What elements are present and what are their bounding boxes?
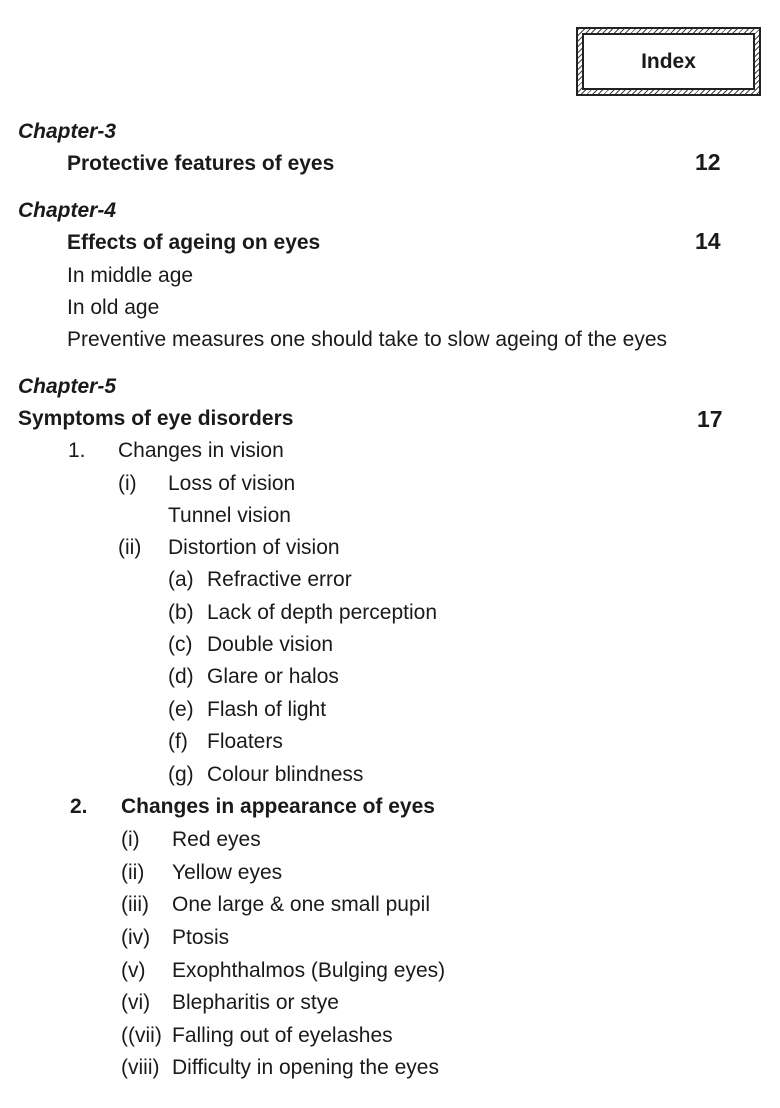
- list-item-number: (viii): [121, 1056, 160, 1079]
- chapter-5-label: Chapter-5: [18, 375, 117, 398]
- list-item-text: Colour blindness: [207, 763, 364, 786]
- subsection-extra: Tunnel vision: [168, 504, 291, 527]
- chapter-3-page: 12: [695, 149, 721, 175]
- subsection-label: Distortion of vision: [168, 536, 340, 559]
- chapter-3-heading: Protective features of eyes: [67, 152, 335, 175]
- list-item-text: Refractive error: [207, 568, 352, 591]
- chapter-5-page: 17: [697, 406, 723, 432]
- list-item-letter: (f): [168, 730, 188, 753]
- list-item-text: Glare or halos: [207, 665, 339, 688]
- section-1-number: 1.: [68, 439, 86, 462]
- list-item-text: Floaters: [207, 730, 283, 753]
- list-item-text: Ptosis: [172, 926, 230, 949]
- list-item-text: Double vision: [207, 633, 334, 656]
- chapter-4-label: Chapter-4: [18, 199, 117, 222]
- list-item-letter: (g): [168, 763, 194, 786]
- list-item-number: (iii): [121, 893, 149, 916]
- chapter-4-heading: Effects of ageing on eyes: [67, 231, 321, 254]
- subsection-label: Loss of vision: [168, 472, 296, 495]
- chapter-3-label: Chapter-3: [18, 120, 117, 143]
- list-item-number: (vi): [121, 991, 151, 1014]
- section-1-title: Changes in vision: [118, 439, 284, 462]
- list-item-letter: (d): [168, 665, 194, 688]
- list-item-number: (ii): [121, 861, 145, 884]
- chapter-4-page: 14: [695, 228, 721, 254]
- list-item-text: Red eyes: [172, 828, 261, 851]
- chapter-5-heading: Symptoms of eye disorders: [18, 407, 294, 430]
- list-item-text: Exophthalmos (Bulging eyes): [172, 959, 446, 982]
- chapter-4-item: In middle age: [67, 264, 194, 287]
- list-item-text: Difficulty in opening the eyes: [172, 1056, 439, 1079]
- list-item-number: (iv): [121, 926, 151, 949]
- section-2-number: 2.: [70, 795, 88, 818]
- list-item-text: Lack of depth perception: [207, 601, 437, 624]
- list-item-text: Yellow eyes: [172, 861, 283, 884]
- index-title: Index: [582, 33, 755, 90]
- list-item-letter: (c): [168, 633, 193, 656]
- list-item-text: Blepharitis or stye: [172, 991, 339, 1014]
- chapter-4-item: Preventive measures one should take to slow ageing of the eyes: [67, 328, 668, 351]
- subsection-number: (ii): [118, 536, 142, 559]
- list-item-text: One large & one small pupil: [172, 893, 430, 916]
- index-title-box: [576, 27, 761, 96]
- section-2-title: Changes in appearance of eyes: [121, 795, 435, 818]
- list-item-number: (i): [121, 828, 140, 851]
- subsection-number: (i): [118, 472, 137, 495]
- chapter-4-item: In old age: [67, 296, 160, 319]
- list-item-letter: (b): [168, 601, 194, 624]
- list-item-text: Falling out of eyelashes: [172, 1024, 393, 1047]
- list-item-letter: (e): [168, 698, 194, 721]
- list-item-letter: (a): [168, 568, 194, 591]
- list-item-number: (v): [121, 959, 146, 982]
- list-item-number: ((vii): [121, 1024, 162, 1047]
- list-item-text: Flash of light: [207, 698, 327, 721]
